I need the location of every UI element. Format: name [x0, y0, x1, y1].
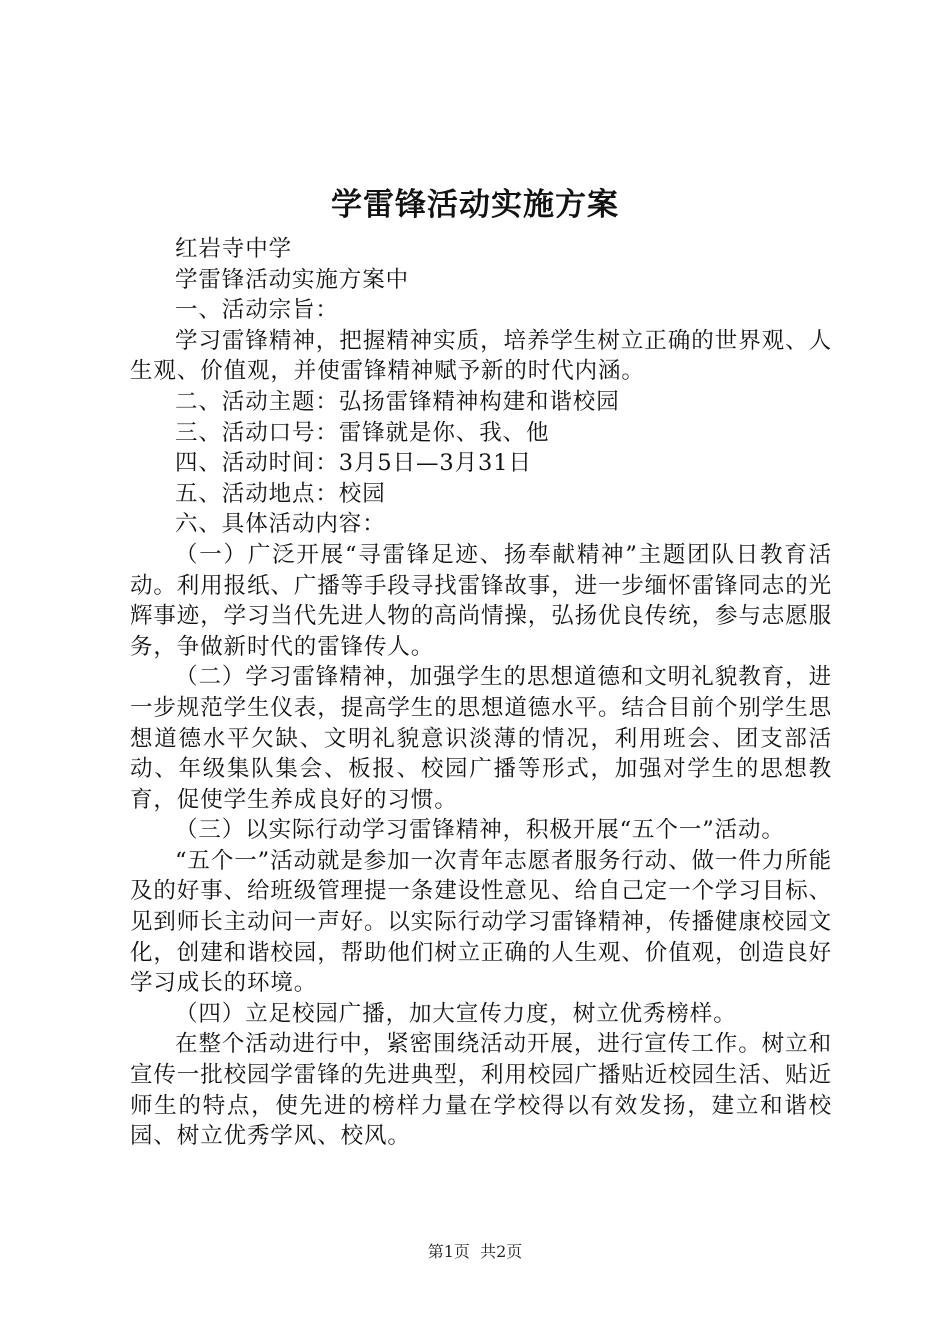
section-time: 四、活动时间：3月5日—3月31日 [175, 450, 532, 477]
page-number: 第1页 共2页 [427, 1242, 523, 1261]
paragraph-item-1: （一）广泛开展“寻雷锋足迹、扬奉献精神”主题团队日教育活动。利用报纸、广播等手段寻找雷锋故事，进一步缅怀雷锋同志的光辉事迹，学习当代先进人物的高尚情操，弘扬优良传统，参与志愿服务，争做新时代的雷锋传人。 [130, 541, 833, 660]
paragraph-item-3: （三）以实际行动学习雷锋精神，积极开展“五个一”活动。 [175, 817, 785, 844]
subtitle-line: 学雷锋活动实施方案中 [175, 266, 410, 293]
section-heading-content: 六、具体活动内容： [175, 511, 386, 538]
document-title: 学雷锋活动实施方案 [331, 187, 619, 223]
school-name: 红岩寺中学 [175, 236, 293, 262]
section-slogan: 三、活动口号：雷锋就是你、我、他 [175, 419, 550, 446]
section-location: 五、活动地点：校园 [175, 480, 386, 507]
paragraph-purpose: 学习雷锋精神，把握精神实质，培养学生树立正确的世界观、人生观、价值观，并使雷锋精神赋予新的时代内涵。 [130, 327, 832, 385]
section-theme: 二、活动主题：弘扬雷锋精神构建和谐校园 [175, 388, 620, 415]
page-footer [0, 1242, 950, 1262]
paragraph-publicity: 在整个活动进行中，紧密围绕活动开展，进行宣传工作。树立和宣传一批校园学雷锋的先进典型，利用校园广播贴近校园生活、贴近师生的特点，使先进的榜样力量在学校得以有效发扬，建立和谐校园、树立优秀学风、校风。 [130, 1031, 833, 1150]
paragraph-five-ones: “五个一”活动就是参加一次青年志愿者服务行动、做一件力所能及的好事、给班级管理提一条建设性意见、给自己定一个学习目标、见到师长主动问一声好。以实际行动学习雷锋精神，传播健康校园文化，创建和谐校园，帮助他们树立正确的人生观、价值观，创造良好学习成长的环境。 [130, 847, 833, 997]
paragraph-item-2: （二）学习雷锋精神，加强学生的思想道德和文明礼貌教育，进一步规范学生仪表，提高学生的思想道德水平。结合目前个别学生思想道德水平欠缺、文明礼貌意识淡薄的情况，利用班会、团支部活动、年级集队集会、板报、校园广播等形式，加强对学生的思想教育，促使学生养成良好的习惯。 [130, 664, 833, 813]
section-heading-purpose: 一、活动宗旨： [175, 297, 339, 324]
paragraph-item-4: （四）立足校园广播，加大宣传力度，树立优秀榜样。 [175, 1000, 737, 1027]
document-body [130, 234, 832, 1152]
